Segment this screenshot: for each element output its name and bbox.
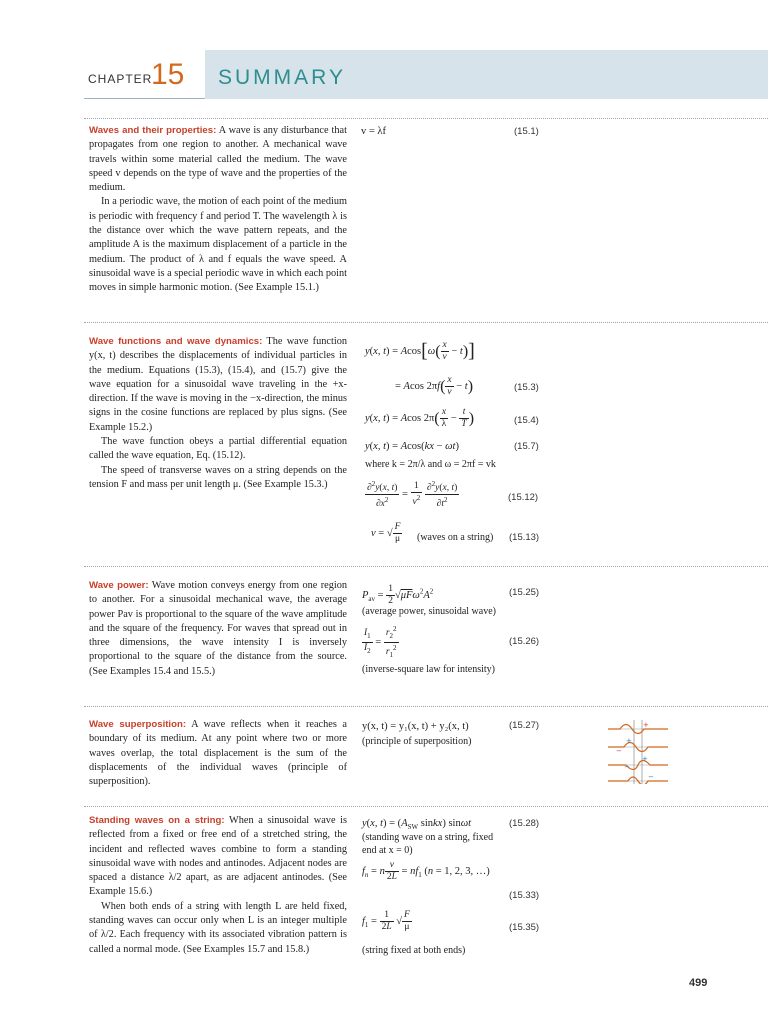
equation-15-4: y(x, t) = Acos 2π( $\frac{x}{\lambda}$ − $\frac{t}{T}$ ) [365,407,475,429]
section-divider [84,566,768,567]
section-text [89,814,347,957]
equation-note: (average power, sinusoidal wave) [362,606,496,617]
equation-number: (15.3) [514,382,539,393]
svg-text:+: + [626,737,632,745]
equation-number: (15.7) [514,441,539,452]
chapter-number: 15 [151,58,185,91]
section-divider [84,322,768,323]
section-heading: Wave power: [89,580,149,591]
paragraph: Wave motion conveys energy from one region to another. For a sinusoidal mechanical wave, the average power Pav is proportional to the square of the wave amplitude and the square of the frequency. For waves that spread out in three dimensions, the wave intensity I is inversely proportional to the square of the distance from the source. (See Examples 15.4 and 15.5.) [89,580,348,677]
section-text [89,335,347,492]
paragraph: In a periodic wave, the motion of each point of the medium is periodic with frequency f and period T. The wavelength λ is the distance over which the wave pattern repeats, and the amplitude A is the maximum displacement of a particle in the medium. The product of λ and f equals the wave speed. A sinusoidal wave is a special periodic wave in which each point moves in simple harmonic motion. (See Example 15.1.) [89,196,347,294]
equation-15-7: y(x, t) = Acos(kx − ωt) [365,441,459,452]
equation-number: (15.35) [509,922,540,933]
equation-number: (15.27) [509,720,540,731]
paragraph: A wave reflects when it reaches a boundary of its medium. At any point where two or more waves overlap, the total displacement is the sum of the displacements of the individual waves (principle of superposition). [89,719,347,788]
section-heading: Wave superposition: [89,719,187,730]
superposition-diagram [606,718,670,784]
svg-text:+: + [642,755,648,763]
equation-15-26: $\frac{I_1}{I_2}$ = $\frac{r_2^2}{r_1^2}$ [364,625,397,660]
equation-15-13: v = √ $\frac{F}{\mu}$ [371,522,401,544]
equation-number: (15.13) [509,532,540,543]
equation-note: (standing wave on a string, fixed end at x = 0) [362,832,494,856]
equation-15-28: y(x, $t) = (A_{SW}$ sinkx) sinωt [362,818,472,832]
equation-15-33: $f_n = n$ $\frac{v}{2L}$ = $nf_1$ (n = 1, 2, 3, …) [362,860,490,882]
equation-number: (15.4) [514,415,539,426]
section-text [89,124,347,296]
paragraph: When both ends of a string with length L are held fixed, standing waves can occur only when L is an integer multiple of λ/2. Each frequency with its associated vibration pattern is called a normal mode. (See Examples 15.7 and 15.8.) [89,900,347,955]
section-divider [84,706,768,707]
equation-15-12: $\frac{\partial^2y(x, t)}{\partial x^2}$ = $\frac{1}{v^2}$ $\frac{\partial^2y(x, t)}{\partial t^2}$ [367,480,458,510]
section-heading: Waves and their properties: [89,125,217,136]
paragraph: The speed of transverse waves on a string depends on the tension F and mass per unit length μ. (See Example 15.3.) [89,464,347,490]
section-divider [84,806,768,807]
page-title: SUMMARY [218,66,346,89]
section-text [89,579,347,679]
equation-note: (inverse-square law for intensity) [362,664,496,675]
paragraph: A wave is any disturbance that propagates from one region to another. A mechanical wave travels within some material called the medium. The wave speed v depends on the type of wave and the properties of the medium. [89,125,347,194]
paragraph: The wave function obeys a partial differential equation called the wave equation, Eq. (15.12). [89,436,347,462]
chapter-word: CHAPTER [88,72,153,86]
equation-note: (waves on a string) [417,532,494,543]
svg-text:−: − [624,763,630,771]
svg-text:−: − [648,773,654,781]
page-number: 499 [689,977,708,989]
svg-text:−: − [616,747,622,755]
equation-15-3-b: = Acos 2πf( $\frac{x}{v}$ − t) [395,375,474,397]
equation-15-35: $f_1$ = $\frac{1}{2L}$ √ $\frac{F}{\mu}$ [362,910,410,932]
equation: v = λf [361,126,387,137]
paragraph: When a sinusoidal wave is reflected from a fixed or free end of a stretched string, the incident and reflected waves combine to form a standing sinusoidal wave with nodes and antinodes. Adjacent nodes are spaced a distance λ/2 apart, as are adjacent antinodes. (See Example 15.6.) [89,815,347,898]
equation-number: (15.1) [514,126,539,137]
equation-number: (15.25) [509,587,540,598]
equation-15-25: $P_{av}$ = $\frac{1}{2}$ $√\mu F\omega^2A^2$ [362,584,434,606]
paragraph: The wave function y(x, t) describes the displacements of individual particles in the medium. Equations (15.3), (15.4), and (15.7) give the wave equation for a sinusoidal wave traveling in the +x-direction. If the wave is moving in the −x-direction, the minus signs in the cosine functions are replaced by plus signs. (See Example 15.2.) [89,336,348,433]
section-heading: Wave functions and wave dynamics: [89,336,263,347]
equation-15-27: y(x, t) = y₁(x, t) + y₂(x, t) [362,721,469,732]
section-heading: Standing waves on a string: [89,815,225,826]
equation-note: (string fixed at both ends) [362,945,466,956]
header-rule [84,98,205,99]
equation-number: (15.26) [509,636,540,647]
section-divider [84,118,768,119]
equation-number: (15.28) [509,818,540,829]
equation-15-3-a: y(x, t) = Acos[ω( $\frac{x}{v}$ − t)] [365,340,475,362]
section-text [89,718,347,789]
equation-number: (15.33) [509,890,540,901]
svg-text:+: + [643,721,649,729]
equation-where: where k = 2π/λ and ω = 2πf = vk [365,459,496,470]
equation-note: (principle of superposition) [362,736,472,747]
equation-number: (15.12) [508,492,539,503]
